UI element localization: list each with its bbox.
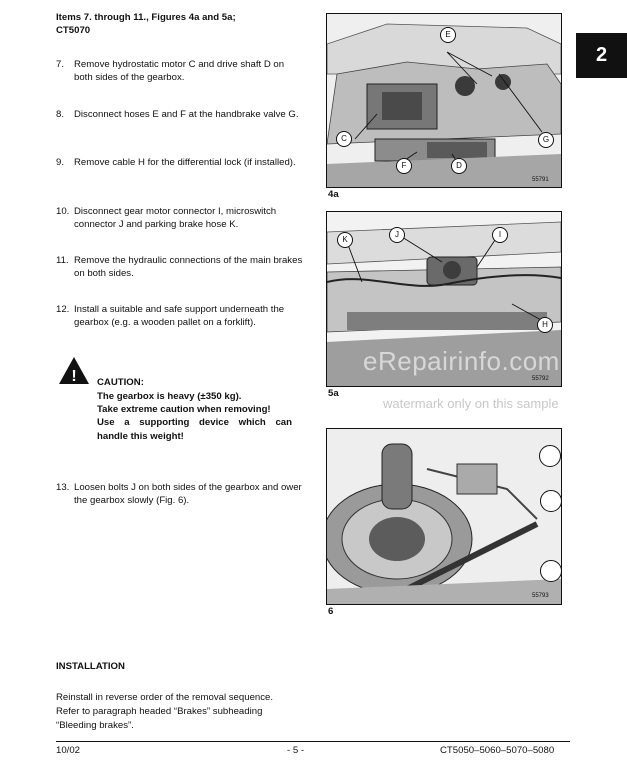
footer-page-number: - 5 - <box>287 745 305 756</box>
step-number: 13. <box>56 482 70 493</box>
caution-line: Use a supporting device which can <box>97 417 292 428</box>
step-number: 9. <box>56 157 65 168</box>
watermark-site: eRepairinfo.com <box>363 346 560 376</box>
chapter-tab: 2 <box>576 33 627 78</box>
figure-6-drawing <box>327 429 561 604</box>
callout-g: G <box>538 132 554 148</box>
figure-6 <box>326 428 562 605</box>
step-number: 12. <box>56 304 70 315</box>
installation-line: “Bleeding brakes”. <box>56 720 134 731</box>
installation-line: Refer to paragraph headed “Brakes” subheading <box>56 706 263 717</box>
watermark-note: watermark only on this sample <box>383 396 559 411</box>
figure-code: 55791 <box>532 177 549 183</box>
callout-k: K <box>337 232 353 248</box>
caution-line: The gearbox is heavy (±350 kg). <box>97 391 242 402</box>
installation-line: Reinstall in reverse order of the removal sequence. <box>56 692 274 703</box>
section-title-line2: CT5070 <box>56 25 91 36</box>
step-number: 7. <box>56 59 65 70</box>
step-8 <box>56 108 306 121</box>
blank-callout <box>540 490 562 512</box>
step-13 <box>56 481 306 507</box>
callout-c: C <box>336 131 352 147</box>
figure-label-6: 6 <box>328 606 334 617</box>
caution-title: CAUTION: <box>97 377 144 388</box>
step-11 <box>56 254 306 280</box>
step-text: Disconnect hoses E and F at the handbrake valve G. <box>74 109 299 120</box>
step-text: Loosen bolts J on both sides of the gearbox and ower the gearbox slowly (Fig. 6). <box>74 482 302 506</box>
figure-4a <box>326 13 562 188</box>
callout-f: F <box>396 158 412 174</box>
svg-text:!: ! <box>71 368 77 385</box>
caution-line: handle this weight! <box>97 431 184 442</box>
warning-icon <box>58 356 90 386</box>
callout-i: I <box>492 227 508 243</box>
step-10 <box>56 205 306 231</box>
step-text: Disconnect gear motor connector I, microswitch connector J and parking brake hose K. <box>74 206 277 230</box>
figure-label-4a: 4a <box>328 189 339 200</box>
step-text: Remove hydrostatic motor C and drive shaft D on both sides of the gearbox. <box>74 59 285 83</box>
blank-callout <box>539 445 561 467</box>
caution-line: Take extreme caution when removing! <box>97 404 271 415</box>
callout-j: J <box>389 227 405 243</box>
footer-models: CT5050–5060–5070–5080 <box>440 745 555 756</box>
figure-label-5a: 5a <box>328 388 339 399</box>
section-title-line1: Items 7. through 11., Figures 4a and 5a; <box>56 12 236 23</box>
step-7 <box>56 58 306 84</box>
step-text: Remove cable H for the differential lock (if installed). <box>74 157 296 168</box>
step-number: 8. <box>56 109 65 120</box>
footer-date: 10/02 <box>56 745 81 756</box>
step-number: 10. <box>56 206 70 217</box>
step-12 <box>56 303 306 329</box>
figure-code: 55792 <box>532 376 549 382</box>
callout-h: H <box>537 317 553 333</box>
step-text: Install a suitable and safe support underneath the gearbox (e.g. a wooden pallet on a forklift). <box>74 304 285 328</box>
step-number: 11. <box>56 255 69 266</box>
footer-divider <box>56 741 570 742</box>
step-text: Remove the hydraulic connections of the main brakes on both sides. <box>74 255 303 279</box>
callout-e: E <box>440 27 456 43</box>
figure-code: 55793 <box>532 593 549 599</box>
step-9 <box>56 156 306 169</box>
blank-callout <box>540 560 562 582</box>
callout-d: D <box>451 158 467 174</box>
installation-heading: INSTALLATION <box>56 661 125 672</box>
